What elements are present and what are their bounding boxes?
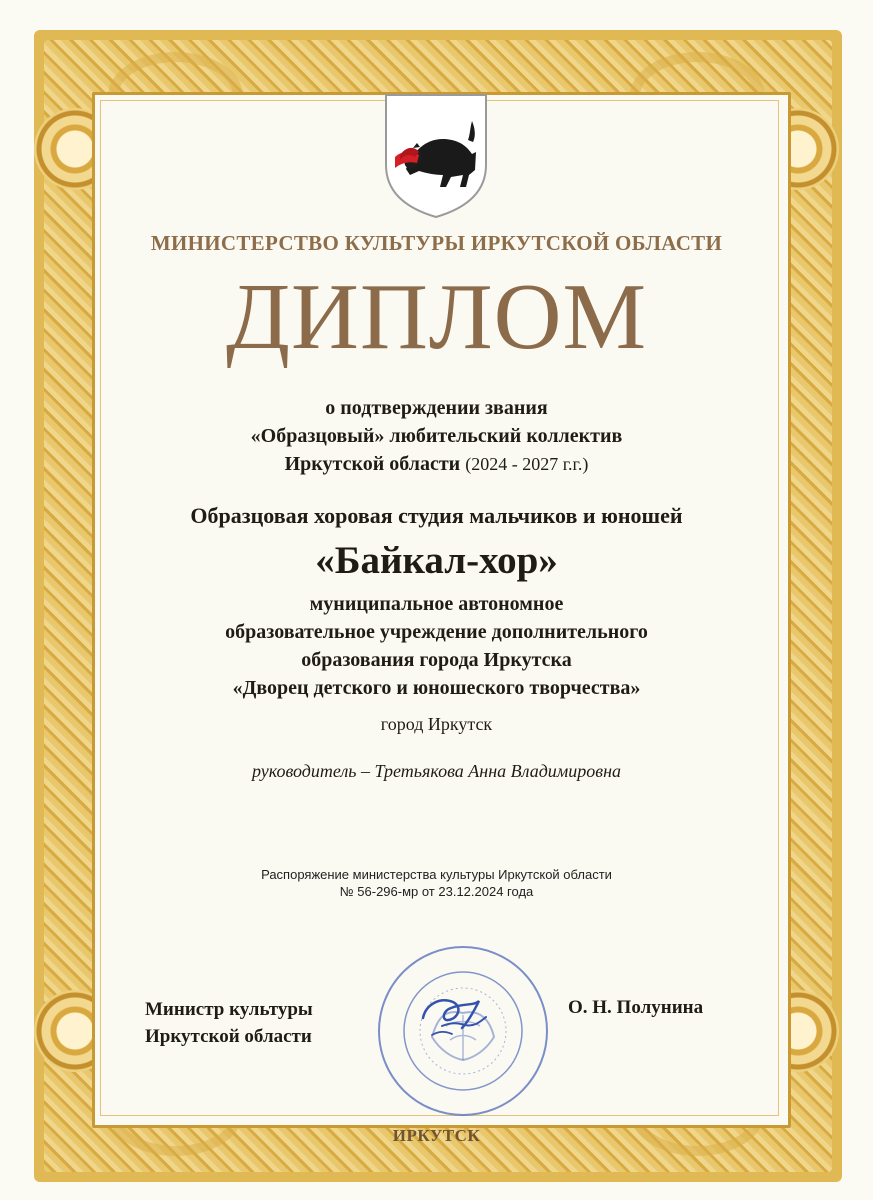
ministry-heading: МИНИСТЕРСТВО КУЛЬТУРЫ ИРКУТСКОЙ ОБЛАСТИ <box>150 231 723 255</box>
validity-years: (2024 - 2027 г.г.) <box>465 454 589 474</box>
order-number: № 56-296-мр от 23.12.2024 года <box>339 884 534 899</box>
order-reference: Распоряжение министерства культуры Иркутской области <box>261 867 612 882</box>
confirmation-line: о подтверждении звания <box>325 397 548 419</box>
minister-title <box>145 996 355 1050</box>
organization-line: муниципальное автономное <box>309 593 564 615</box>
irkutsk-coat-of-arms-icon <box>384 93 488 219</box>
region-line <box>0 453 873 476</box>
organization-line: образовательное учреждение дополнительного <box>225 621 648 643</box>
choir-name: «Байкал-хор» <box>315 539 558 582</box>
minister-position: Министр культуры <box>145 999 313 1020</box>
leader-line: руководитель – Третьякова Анна Владимировна <box>251 761 622 781</box>
city-line: город Иркутск <box>380 714 493 734</box>
minister-signature <box>415 986 490 1042</box>
region-label: Иркутской области <box>284 453 461 475</box>
signer-name: О. Н. Полунина <box>568 997 704 1018</box>
footer-city: ИРКУТСК <box>392 1126 481 1145</box>
title-status-line: «Образцовый» любительский коллектив <box>250 425 623 447</box>
organization-line: образования города Иркутска <box>301 649 572 671</box>
diploma-title: ДИПЛОМ <box>225 265 648 369</box>
organization-line: «Дворец детского и юношеского творчества» <box>232 677 641 699</box>
minister-region: Иркутской области <box>145 1026 312 1047</box>
choir-description: Образцовая хоровая студия мальчиков и юношей <box>190 503 683 528</box>
